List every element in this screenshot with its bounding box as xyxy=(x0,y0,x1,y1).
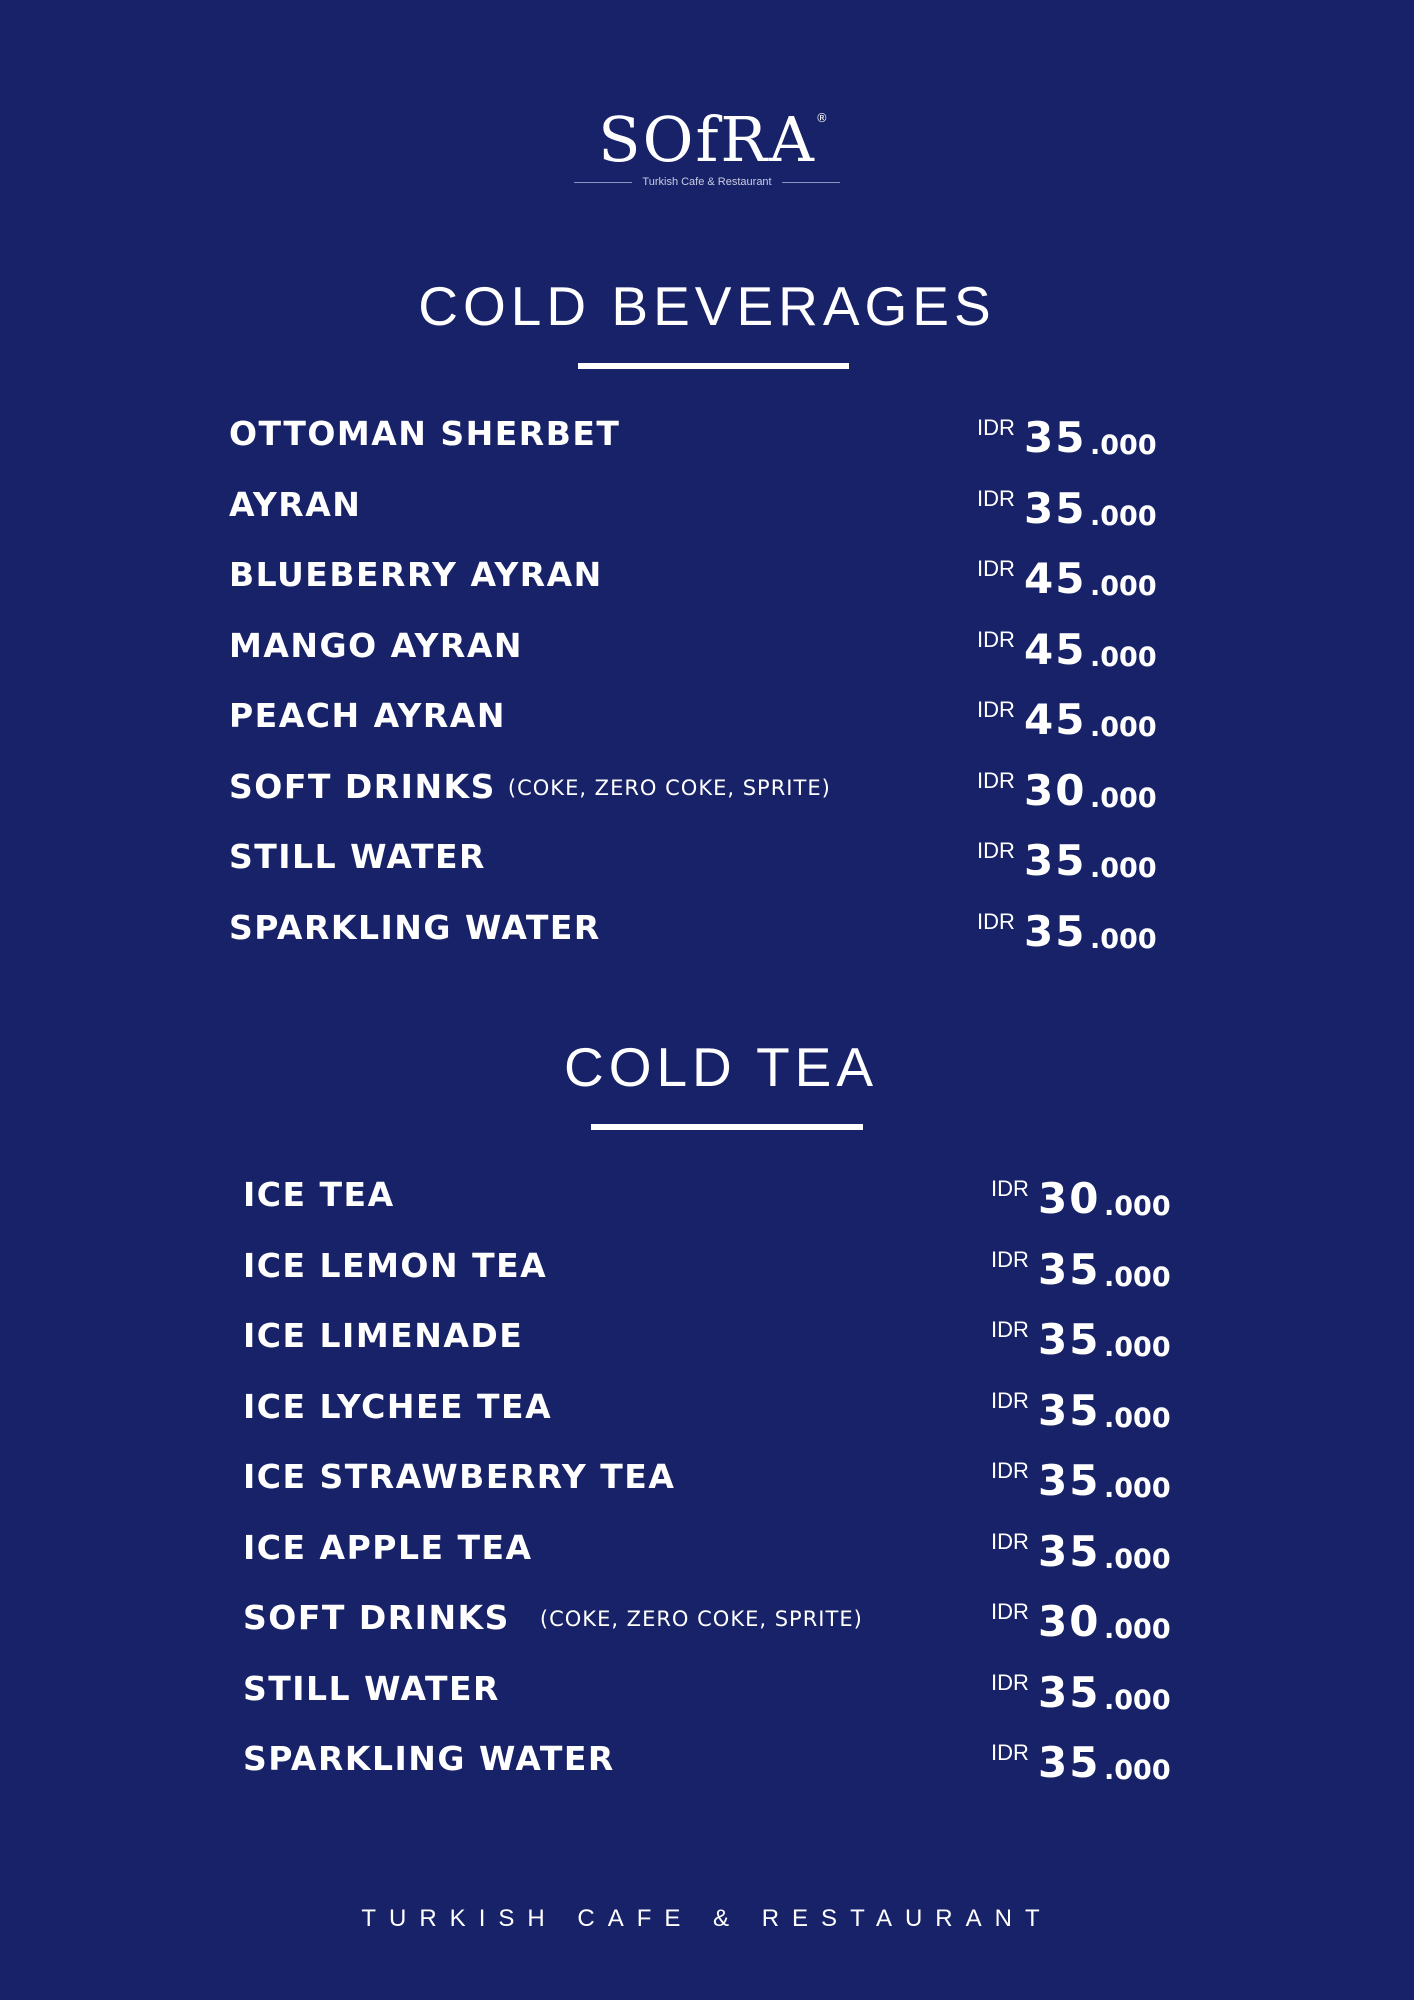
menu-item xyxy=(243,1667,1171,1740)
price-sub: .000 xyxy=(1104,1755,1171,1786)
price-sub: .000 xyxy=(1104,1473,1171,1504)
price-sub: .000 xyxy=(1090,782,1157,814)
price-currency: IDR xyxy=(991,1669,1029,1695)
price-currency: IDR xyxy=(991,1387,1029,1413)
item-name xyxy=(243,1457,675,1497)
price-sub: .000 xyxy=(1090,430,1157,461)
price-currency: IDR xyxy=(977,485,1015,511)
price-currency: IDR xyxy=(991,1317,1029,1342)
item-price xyxy=(991,1244,1171,1296)
registered-mark: ® xyxy=(815,111,830,125)
price-currency: IDR xyxy=(991,1458,1029,1483)
item-price xyxy=(977,413,1157,464)
price-currency: IDR xyxy=(977,767,1015,793)
item-name-text: OTTOMAN SHERBET xyxy=(229,414,621,453)
item-name xyxy=(229,555,603,595)
item-name xyxy=(229,837,486,877)
price-main: 35 xyxy=(1024,836,1087,885)
price-currency: IDR xyxy=(977,626,1015,652)
item-price xyxy=(991,1597,1171,1648)
price-main: 35 xyxy=(1024,413,1087,462)
item-name-text: SPARKLING WATER xyxy=(243,1739,615,1778)
menu-item xyxy=(243,1385,1171,1458)
menu-item xyxy=(243,1738,1171,1810)
item-name xyxy=(243,1387,552,1427)
price-main: 35 xyxy=(1038,1315,1101,1364)
price-main: 30 xyxy=(1038,1597,1101,1646)
item-note: (COKE, ZERO COKE, SPRITE) xyxy=(507,775,831,800)
menu-item xyxy=(229,765,1157,838)
price-sub: .000 xyxy=(1104,1261,1171,1293)
item-name-text: ICE LYCHEE TEA xyxy=(243,1386,553,1426)
price-sub: .000 xyxy=(1104,1402,1171,1434)
menu-item xyxy=(229,836,1157,908)
section-divider xyxy=(591,1124,863,1130)
logo-wordmark: SOfRA ® xyxy=(598,103,830,176)
price-sub: .000 xyxy=(1104,1684,1171,1716)
item-name-text: BLUEBERRY AYRAN xyxy=(229,555,603,594)
price-main: 35 xyxy=(1038,1526,1101,1576)
item-note: (COKE, ZERO COKE, SPRITE) xyxy=(539,1607,863,1631)
item-name-text: ICE LEMON TEA xyxy=(243,1245,548,1285)
section-title-cold-beverages: COLD BEVERAGES xyxy=(418,275,996,337)
price-sub: .000 xyxy=(1090,641,1157,673)
item-price xyxy=(977,695,1157,746)
price-main: 35 xyxy=(1038,1738,1101,1787)
price-currency: IDR xyxy=(991,1599,1029,1624)
tagline-rule-left xyxy=(574,182,632,183)
menu-item xyxy=(243,1244,1171,1317)
menu-item xyxy=(229,483,1157,556)
item-price xyxy=(991,1385,1171,1437)
logo-tagline xyxy=(574,174,840,190)
price-currency: IDR xyxy=(991,1176,1029,1201)
price-currency: IDR xyxy=(991,1528,1029,1554)
item-name-text: MANGO AYRAN xyxy=(229,625,523,665)
price-main: 45 xyxy=(1024,624,1087,674)
price-sub: .000 xyxy=(1090,923,1157,955)
price-main: 35 xyxy=(1024,906,1087,956)
menu-item xyxy=(229,624,1157,697)
menu-item xyxy=(243,1597,1171,1669)
footer-tagline: TURKISH CAFE & RESTAURANT xyxy=(361,1905,1053,1932)
item-price xyxy=(977,906,1157,958)
price-main: 30 xyxy=(1024,765,1087,815)
item-name xyxy=(229,414,620,454)
item-name xyxy=(229,696,506,736)
item-name-text: SOFT DRINKS xyxy=(243,1598,510,1637)
item-price xyxy=(977,483,1157,535)
item-name-text: ICE STRAWBERRY TEA xyxy=(243,1457,676,1496)
cold-tea-list xyxy=(243,1174,1171,1810)
item-name xyxy=(243,1598,863,1639)
price-sub: .000 xyxy=(1104,1332,1171,1363)
item-name xyxy=(243,1316,523,1356)
item-name-text: AYRAN xyxy=(229,484,362,524)
item-name xyxy=(243,1246,547,1286)
tagline-rule-right xyxy=(782,182,840,183)
menu-item xyxy=(229,413,1157,485)
menu-item xyxy=(229,906,1157,979)
menu-item xyxy=(243,1456,1171,1528)
price-main: 35 xyxy=(1038,1456,1101,1505)
section-divider xyxy=(578,363,849,369)
section-title-cold-tea: COLD TEA xyxy=(563,1036,879,1098)
item-name-text: SPARKLING WATER xyxy=(229,907,601,947)
price-sub: .000 xyxy=(1104,1191,1171,1222)
price-currency: IDR xyxy=(977,556,1015,581)
item-price xyxy=(991,1174,1171,1225)
price-currency: IDR xyxy=(977,908,1015,934)
tagline-text: Turkish Cafe & Restaurant xyxy=(642,176,772,188)
item-name xyxy=(243,1669,500,1709)
price-main: 35 xyxy=(1038,1244,1101,1294)
price-sub: .000 xyxy=(1090,712,1157,743)
price-main: 45 xyxy=(1024,695,1087,744)
brand-logo xyxy=(560,104,854,194)
item-price xyxy=(991,1738,1171,1789)
item-name-text: ICE APPLE TEA xyxy=(243,1527,533,1567)
item-name xyxy=(243,1175,395,1215)
item-name-text: ICE TEA xyxy=(243,1175,395,1214)
item-price xyxy=(977,624,1157,676)
item-name xyxy=(243,1739,615,1779)
item-price xyxy=(977,554,1157,605)
item-name xyxy=(229,485,361,525)
item-name xyxy=(229,767,831,808)
price-currency: IDR xyxy=(977,697,1015,722)
item-price xyxy=(991,1456,1171,1507)
price-sub: .000 xyxy=(1104,1614,1171,1645)
price-currency: IDR xyxy=(977,838,1015,863)
item-name-text: STILL WATER xyxy=(243,1668,500,1708)
item-name xyxy=(229,626,523,666)
price-currency: IDR xyxy=(991,1740,1029,1765)
price-currency: IDR xyxy=(977,415,1015,440)
price-main: 35 xyxy=(1024,483,1087,533)
menu-item xyxy=(243,1526,1171,1599)
menu-item xyxy=(229,695,1157,767)
item-price xyxy=(991,1667,1171,1719)
menu-item xyxy=(243,1315,1171,1387)
price-main: 35 xyxy=(1038,1667,1101,1717)
item-name-text: ICE LIMENADE xyxy=(243,1316,524,1355)
price-currency: IDR xyxy=(991,1246,1029,1272)
menu-item xyxy=(243,1174,1171,1246)
item-name xyxy=(229,908,601,948)
item-price xyxy=(991,1315,1171,1366)
item-name-text: STILL WATER xyxy=(229,837,486,876)
price-main: 35 xyxy=(1038,1385,1101,1435)
price-sub: .000 xyxy=(1090,571,1157,602)
price-main: 30 xyxy=(1038,1174,1101,1223)
item-name xyxy=(243,1528,533,1568)
item-price xyxy=(991,1526,1171,1578)
price-sub: .000 xyxy=(1090,853,1157,884)
item-price xyxy=(977,836,1157,887)
price-main: 45 xyxy=(1024,554,1087,603)
price-sub: .000 xyxy=(1104,1543,1171,1575)
price-sub: .000 xyxy=(1090,500,1157,532)
item-name-text: PEACH AYRAN xyxy=(229,696,506,735)
cold-beverages-list xyxy=(229,413,1157,978)
item-price xyxy=(977,765,1157,817)
item-name-text: SOFT DRINKS xyxy=(229,766,496,806)
menu-item xyxy=(229,554,1157,626)
